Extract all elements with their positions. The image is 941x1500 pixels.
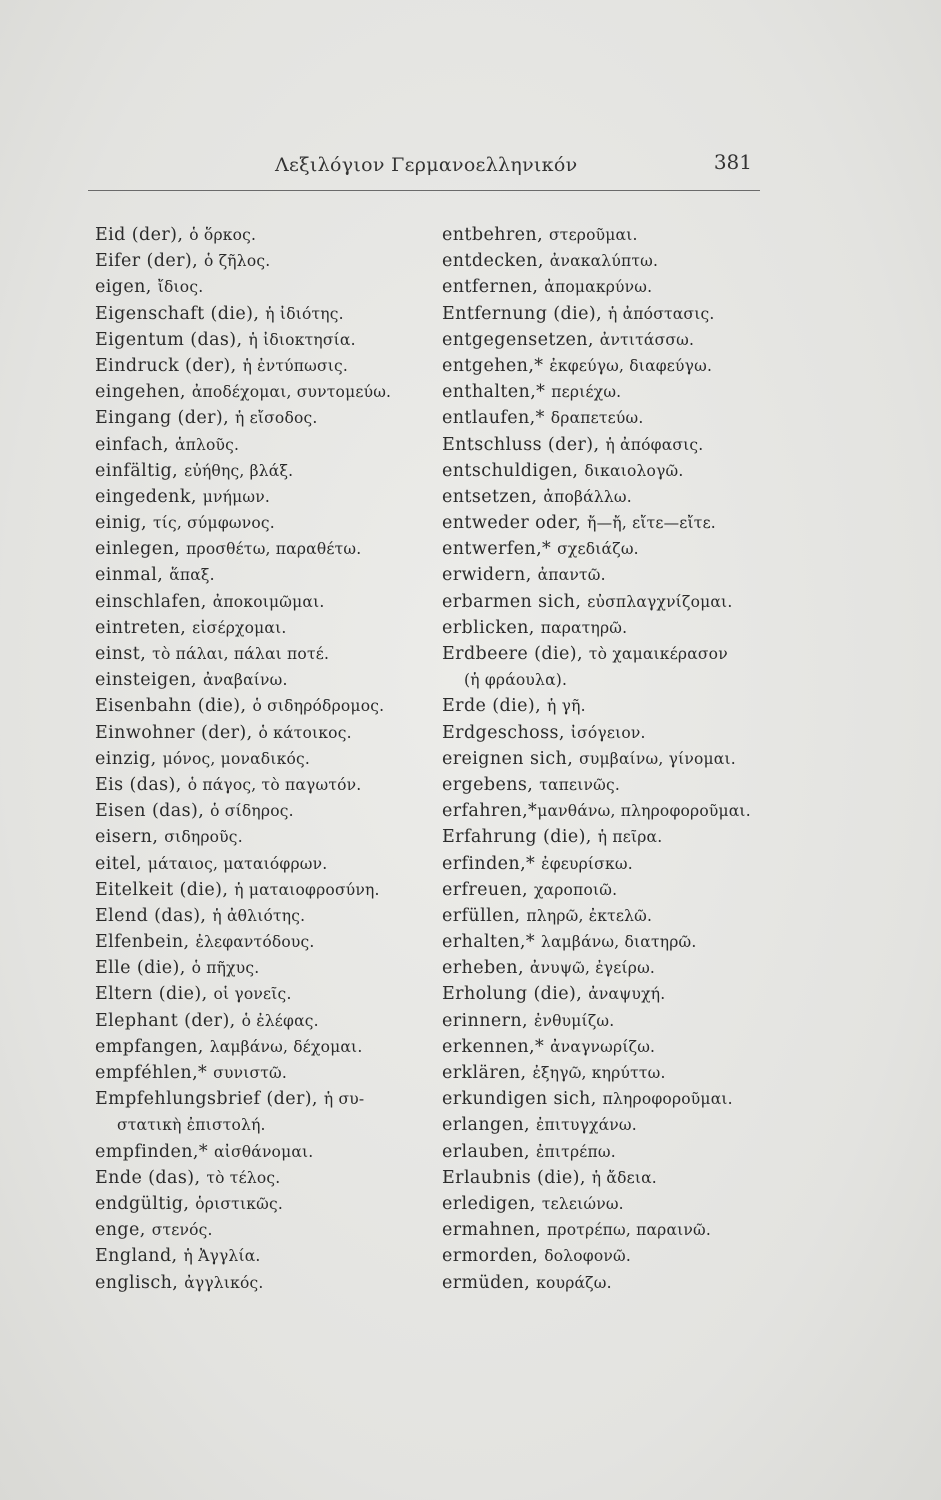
entry-headword: Eisen (das), (95, 801, 211, 822)
entry-translation: ἀγγλικός. (184, 1273, 264, 1292)
entry-headword: Eltern (die), (95, 984, 214, 1005)
entry-headword: erkennen,* (442, 1036, 551, 1057)
entry-translation: ὁ ζῆλος. (204, 252, 271, 271)
entry-headword: entbehren, (442, 225, 550, 245)
dictionary-entry (442, 1008, 772, 1034)
dictionary-entry (95, 248, 435, 274)
entry-translation: ἅπαξ. (169, 566, 215, 585)
running-title: Λεξιλόγιον Γερμανοελληνικόν (275, 154, 578, 176)
dictionary-entry (442, 432, 772, 458)
dictionary-entry (95, 903, 435, 929)
dictionary-entry (95, 667, 435, 693)
entry-headword: Eindruck (der), (95, 355, 243, 376)
entry-headword: Elephant (der), (95, 1010, 242, 1031)
page-number: 381 (713, 150, 752, 174)
dictionary-entry (442, 824, 772, 850)
entry-translation: εἰσέρχομαι. (192, 618, 287, 637)
dictionary-entry (95, 301, 435, 327)
dictionary-entry (95, 1008, 435, 1034)
entry-headword: erlauben, (442, 1141, 536, 1162)
entry-translation: ἀναψυχή. (588, 985, 666, 1004)
entry-translation: λαμβάνω, διατηρῶ. (540, 933, 697, 952)
entry-headword: entlaufen,* (442, 408, 551, 429)
dictionary-entry (442, 1112, 772, 1138)
entry-headword: einfach, (95, 434, 175, 455)
entry-headword: enge, (95, 1220, 152, 1241)
dictionary-entry (442, 1060, 772, 1086)
entry-translation: ἁπλοῦς. (174, 435, 240, 454)
dictionary-entry (95, 589, 435, 615)
header-rule (88, 190, 760, 191)
entry-translation: ἤ—ἤ, εἴτε—εἴτε. (587, 514, 716, 533)
entry-translation: ἐλεφαντόδους. (195, 933, 315, 952)
entry-headword: Eitelkeit (die), (95, 879, 235, 900)
entry-translation: δολοφονῶ. (544, 1247, 631, 1266)
dictionary-entry (442, 248, 772, 274)
entry-translation: ἰσόγειον. (570, 723, 646, 742)
dictionary-entry (95, 432, 435, 458)
dictionary-entry (95, 641, 435, 667)
entry-headword: eintreten, (95, 617, 193, 638)
entry-headword: einzig, (95, 748, 163, 769)
entry-translation: κουράζω. (536, 1273, 612, 1292)
dictionary-entry (95, 1243, 435, 1269)
dictionary-entry (95, 405, 435, 431)
entry-translation: ἡ ἄδεια. (591, 1168, 657, 1187)
entry-headword: ermorden, (442, 1246, 545, 1267)
entry-headword: Erfahrung (die), (442, 827, 598, 848)
dictionary-entry (95, 1191, 435, 1217)
entry-translation: ἀποδέχομαι, συντομεύω. (191, 383, 392, 402)
entry-translation: οἱ γονεῖς. (213, 985, 292, 1004)
dictionary-entry (95, 615, 435, 641)
entry-translation: ἐφευρίσκω. (541, 854, 633, 873)
entry-translation: ἐπιτυγχάνω. (535, 1116, 637, 1135)
entry-translation: ἀπομακρύνω. (544, 278, 653, 297)
entry-translation: ἡ εἴσοδος. (235, 409, 318, 428)
entry-headword: erfüllen, (442, 905, 527, 926)
entry-translation: πληρῶ, ἐκτελῶ. (526, 906, 653, 925)
entry-translation: ὁ ἐλέφας. (241, 1011, 319, 1030)
entry-headword: Eid (der), (95, 225, 190, 245)
dictionary-entry (442, 1270, 772, 1296)
entry-headword: empfinden,* (95, 1141, 215, 1162)
entry-translation: αἰσθάνομαι. (214, 1142, 314, 1161)
entry-translation: ἡ πεῖρα. (597, 828, 663, 847)
dictionary-entry (95, 222, 435, 248)
dictionary-entry (442, 1191, 772, 1217)
entry-translation: τίς, σύμφωνος. (152, 514, 275, 533)
entry-headword: entsetzen, (442, 486, 544, 507)
entry-headword: ergebens, (442, 774, 540, 795)
entry-translation: ἐξηγῶ, κηρύττω. (532, 1064, 666, 1082)
entry-translation: περιέχω. (551, 383, 622, 402)
dictionary-entry (442, 903, 772, 929)
dictionary-entry (442, 484, 772, 510)
entry-translation: τὸ πάλαι, πάλαι ποτέ. (152, 645, 330, 663)
entry-translation: προσθέτω, παραθέτω. (186, 540, 362, 559)
entry-translation: ὁ πάγος, τὸ παγωτόν. (187, 775, 362, 794)
dictionary-entry (95, 274, 435, 300)
entry-translation: ὁριστικῶς. (195, 1194, 283, 1213)
dictionary-entry (442, 301, 772, 327)
entry-headword: erbarmen sich, (442, 591, 588, 612)
entry-translation: ἐκφεύγω, διαφεύγω. (549, 356, 713, 375)
entry-headword: erblicken, (442, 617, 541, 638)
dictionary-entry (95, 877, 435, 903)
entry-translation: ἐπιτρέπω. (535, 1142, 616, 1161)
page-header (90, 150, 760, 190)
dictionary-entry (95, 746, 435, 772)
entry-translation: ταπεινῶς. (539, 775, 621, 794)
entry-translation: ἀναγνωρίζω. (550, 1037, 656, 1056)
dictionary-entry (442, 536, 772, 562)
entry-translation: ἀπαντῶ. (537, 566, 606, 585)
dictionary-entry (442, 589, 772, 615)
entry-headword: Erlaubnis (die), (442, 1167, 592, 1188)
entry-translation: ἡ ματαιοφροσύνη. (234, 880, 380, 899)
dictionary-entry (442, 746, 772, 772)
entry-translation: ἡ ἀπόφασις. (605, 435, 704, 454)
dictionary-entry (442, 1243, 772, 1269)
entry-headword: einsteigen, (95, 670, 203, 691)
entry-headword: Erdbeere (die), (442, 644, 589, 664)
entry-headword: erklären, (442, 1063, 533, 1083)
dictionary-entry (95, 1112, 435, 1138)
entry-headword: Eigenschaft (die), (95, 303, 266, 324)
entry-translation: τὸ χαμαικέρασον (588, 645, 728, 663)
entry-headword: eitel, (95, 853, 148, 874)
dictionary-entry (442, 693, 772, 719)
entry-translation: ὁ σιδηρόδρομος. (252, 697, 385, 716)
dictionary-entry (95, 981, 435, 1007)
dictionary-entry (95, 1139, 435, 1165)
entry-translation: παρατηρῶ. (540, 618, 628, 637)
dictionary-entry (442, 851, 772, 877)
dictionary-entry (95, 798, 435, 824)
dictionary-entry (442, 720, 772, 746)
dictionary-entry (95, 327, 435, 353)
entry-translation: μόνος, μοναδικός. (162, 749, 311, 768)
entry-headword: erwidern, (442, 565, 538, 586)
entry-headword: entgegensetzen, (442, 329, 600, 350)
entry-headword: empféhlen,* (95, 1063, 214, 1083)
entry-translation: ἡ γῆ. (547, 697, 586, 716)
entry-translation: στενός. (151, 1221, 213, 1240)
entry-translation: συνιστῶ. (213, 1064, 287, 1082)
dictionary-entry (95, 484, 435, 510)
dictionary-entry (442, 222, 772, 248)
dictionary-entry (442, 1217, 772, 1243)
dictionary-entry (95, 458, 435, 484)
entry-translation: ἐνθυμίζω. (533, 1011, 615, 1030)
entry-translation: ἡ συ- (323, 1090, 365, 1109)
dictionary-entry (95, 929, 435, 955)
entry-headword: erfreuen, (442, 879, 534, 900)
dictionary-entry (95, 772, 435, 798)
dictionary-entry (95, 693, 435, 719)
dictionary-entry (442, 405, 772, 431)
entry-headword: entweder oder, (442, 513, 588, 534)
entry-headword: ermüden, (442, 1272, 537, 1293)
dictionary-entry (95, 1034, 435, 1060)
entry-headword: entschuldigen, (442, 460, 585, 481)
entry-headword: enthalten,* (442, 382, 552, 403)
entry-headword: Entschluss (der), (442, 434, 606, 455)
entry-translation: ἀνυψῶ, ἐγείρω. (529, 959, 656, 978)
entry-translation: στεροῦμαι. (549, 226, 638, 244)
entry-translation: λαμβάνω, δέχομαι. (209, 1037, 363, 1056)
entry-translation: ἀναβαίνω. (202, 671, 288, 690)
dictionary-entry (442, 562, 772, 588)
entry-headword: England, (95, 1246, 184, 1267)
entry-translation: ἴδιος. (157, 278, 204, 297)
entry-translation: σιδηροῦς. (164, 828, 243, 847)
entry-headword: Erdgeschoss, (442, 722, 571, 743)
entry-headword: Entfernung (die), (442, 303, 608, 324)
entry-translation: συμβαίνω, γίνομαι. (579, 749, 736, 768)
dictionary-entry (95, 824, 435, 850)
entry-translation: ἀντιτάσσω. (599, 330, 695, 349)
dictionary-entry (95, 1060, 435, 1086)
entry-headword: Eingang (der), (95, 408, 236, 429)
entry-translation: (ἡ φράουλα). (464, 671, 568, 690)
entry-headword: Einwohner (der), (95, 722, 259, 743)
entry-headword: erhalten,* (442, 932, 541, 953)
entry-headword: ereignen sich, (442, 748, 580, 769)
dictionary-entry (442, 327, 772, 353)
entry-headword: eisern, (95, 827, 165, 848)
left-column (95, 222, 435, 1296)
entry-headword: einfältig, (95, 460, 185, 481)
entry-translation: ἀποβάλλω. (543, 487, 632, 506)
entry-translation: ὁ κάτοικος. (258, 723, 352, 742)
entry-headword: einig, (95, 513, 153, 534)
right-column (442, 222, 772, 1296)
entry-translation: ἡ ἀπόστασις. (608, 304, 715, 323)
entry-headword: Elle (die), (95, 958, 192, 979)
dictionary-entry (442, 641, 772, 667)
entry-translation: ὁ πῆχυς. (191, 959, 260, 978)
dictionary-entry (442, 1165, 772, 1191)
entry-translation: μάταιος, ματαιόφρων. (147, 854, 328, 873)
dictionary-entry (442, 458, 772, 484)
dictionary-entry (95, 510, 435, 536)
entry-translation: δικαιολογῶ. (584, 461, 684, 480)
dictionary-entry (95, 1086, 435, 1112)
entry-headword: erfinden,* (442, 853, 542, 874)
entry-translation: χαροποιῶ. (533, 880, 618, 899)
entry-headword: Eisenbahn (die), (95, 696, 253, 717)
dictionary-entry (95, 851, 435, 877)
entry-translation: ἡ ἰδιότης. (265, 304, 344, 323)
entry-headword: Erde (die), (442, 696, 547, 717)
entry-translation: ὁ ὅρκος. (189, 226, 257, 244)
entry-translation: σχεδιάζω. (557, 540, 639, 559)
entry-headword: eingedenk, (95, 486, 203, 507)
dictionary-entry (442, 1034, 772, 1060)
dictionary-entry (95, 562, 435, 588)
entry-translation: δραπετεύω. (550, 409, 644, 428)
entry-headword: Eigentum (das), (95, 329, 249, 350)
entry-translation: ἡ ἐντύπωσις. (242, 356, 349, 375)
dictionary-entry (442, 1086, 772, 1112)
entry-headword: einschlafen, (95, 591, 213, 612)
entry-translation: προτρέπω, παραινῶ. (547, 1221, 711, 1240)
entry-headword: erinnern, (442, 1010, 534, 1031)
entry-headword: erlangen, (442, 1115, 536, 1136)
dictionary-entry (95, 379, 435, 405)
entry-translation: ἡ Ἀγγλία. (183, 1247, 261, 1266)
dictionary-entry (442, 772, 772, 798)
entry-translation: πληροφοροῦμαι. (602, 1090, 733, 1109)
entry-headword: englisch, (95, 1272, 185, 1293)
entry-translation: εὐήθης, βλάξ. (184, 461, 294, 480)
entry-headword: Ende (das), (95, 1167, 207, 1188)
entry-headword: Eis (das), (95, 774, 188, 795)
entry-headword: einmal, (95, 565, 170, 586)
entry-translation: τελειώνω. (541, 1194, 624, 1213)
entry-headword: eigen, (95, 277, 158, 298)
dictionary-entry (442, 955, 772, 981)
dictionary-entry (442, 274, 772, 300)
dictionary-entry (442, 929, 772, 955)
entry-headword: entfernen, (442, 277, 545, 298)
dictionary-entry (442, 981, 772, 1007)
entry-translation: ἡ ἰδιοκτησία. (248, 330, 356, 349)
entry-translation: ἡ ἀθλιότης. (212, 906, 306, 925)
entry-translation: μανθάνω, πληροφοροῦμαι. (537, 802, 751, 821)
entry-headword: erfahren,* (442, 801, 538, 822)
entry-headword: empfangen, (95, 1036, 210, 1057)
dictionary-entry (442, 798, 772, 824)
dictionary-entry (442, 615, 772, 641)
entry-translation: ἀποκοιμῶμαι. (212, 592, 325, 611)
dictionary-entry (442, 667, 772, 693)
dictionary-entry (95, 1217, 435, 1243)
entry-translation: τὸ τέλος. (206, 1168, 281, 1187)
dictionary-entry (95, 720, 435, 746)
entry-headword: eingehen, (95, 382, 192, 403)
entry-translation: εὐσπλαγχνίζομαι. (587, 592, 733, 611)
entry-headword: Elfenbein, (95, 932, 196, 953)
entry-translation: ὁ σίδηρος. (210, 802, 294, 821)
entry-headword: erledigen, (442, 1193, 542, 1214)
dictionary-entry (95, 536, 435, 562)
dictionary-entry (442, 510, 772, 536)
entry-headword: entdecken, (442, 251, 550, 272)
entry-headword: einlegen, (95, 539, 187, 560)
entry-headword: erkundigen sich, (442, 1089, 603, 1110)
entry-headword: Elend (das), (95, 905, 213, 926)
dictionary-entry (442, 379, 772, 405)
dictionary-entry (95, 1270, 435, 1296)
dictionary-entry (442, 1139, 772, 1165)
dictionary-entry (442, 353, 772, 379)
entry-translation: μνήμων. (202, 487, 270, 506)
entry-headword: ermahnen, (442, 1220, 548, 1241)
entry-headword: einst, (95, 644, 153, 664)
dictionary-entry (95, 955, 435, 981)
entry-headword: Eifer (der), (95, 251, 205, 272)
dictionary-entry (95, 353, 435, 379)
entry-translation: ἀνακαλύπτω. (549, 252, 659, 271)
entry-headword: endgültig, (95, 1193, 196, 1214)
entry-headword: entgehen,* (442, 355, 550, 376)
entry-headword: Empfehlungsbrief (der), (95, 1089, 324, 1110)
entry-headword: Erholung (die), (442, 984, 589, 1005)
entry-headword: entwerfen,* (442, 539, 558, 560)
entry-headword: erheben, (442, 958, 530, 979)
entry-translation: στατικὴ ἐπιστολή. (117, 1116, 266, 1135)
dictionary-entry (442, 877, 772, 903)
dictionary-entry (95, 1165, 435, 1191)
